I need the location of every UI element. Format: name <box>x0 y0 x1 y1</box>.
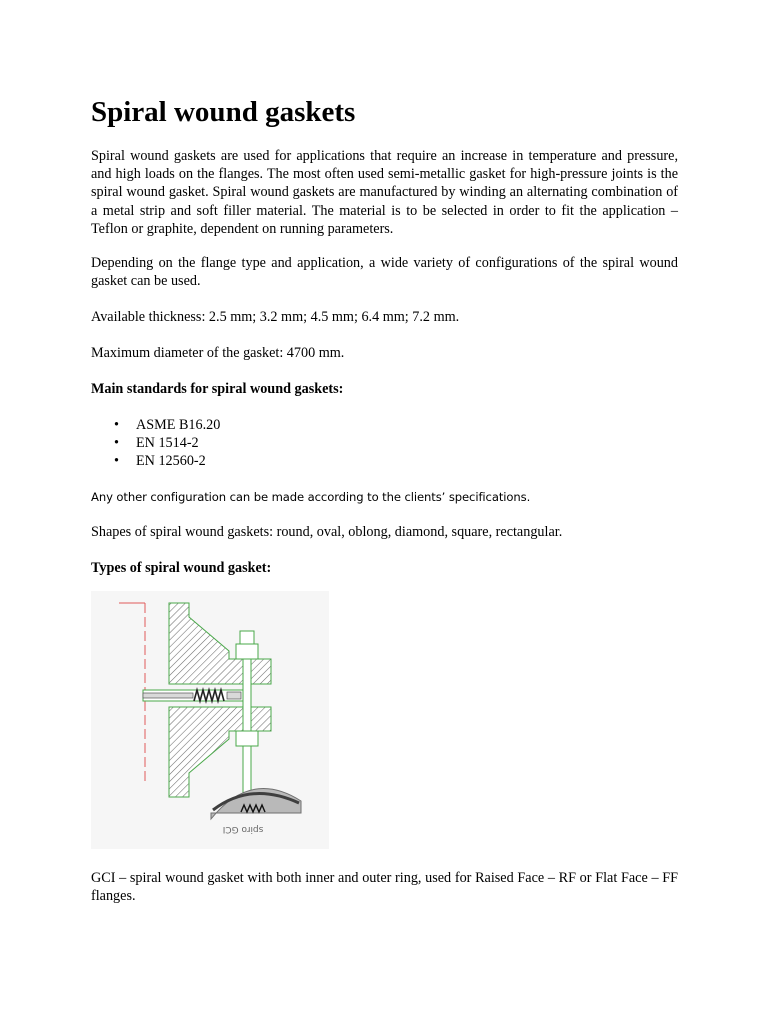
standards-list <box>91 416 220 471</box>
standards-list-item: • EN 12560-2 <box>91 452 220 470</box>
gci-paragraph <box>91 869 678 905</box>
intro-line: combination of a metal strip and soft filler material. The material is to be selected in order to fit <box>91 184 679 219</box>
outer-ring <box>227 692 241 699</box>
intro-line: the application – Teflon or graphite, dependent on running parameters. <box>91 202 678 237</box>
inner-ring <box>143 693 193 698</box>
standards-heading: Main standards for spiral wound gaskets: <box>91 381 344 397</box>
configurations-line: Depending on the flange type and application, a wide variety of configurations of the spiral wound <box>91 255 678 271</box>
intro-line: is the spiral wound gasket. Spiral wound gaskets are manufactured by winding an alternating <box>91 166 679 201</box>
other-configuration-text: Any other configuration can be made according to the clients’ specifications. <box>91 490 531 504</box>
upper-nut <box>236 644 258 659</box>
max-diameter-text: Maximum diameter of the gasket: 4700 mm. <box>91 345 345 361</box>
intro-line: Spiral wound gaskets are used for applications that require an increase in temperature and pressure, <box>91 148 678 164</box>
gasket-diagram <box>91 591 329 849</box>
gci-line: GCI – spiral wound gasket with both inner and outer ring, used for Raised Face – RF or Flat Face <box>91 870 648 886</box>
shapes-text: Shapes of spiral wound gaskets: round, oval, oblong, diamond, square, rectangular. <box>91 524 563 540</box>
configurations-line: gasket can be used. <box>91 273 201 290</box>
configurations-paragraph <box>91 254 678 290</box>
bolt-head <box>240 631 254 644</box>
lower-nut <box>236 731 258 746</box>
thickness-text: Available thickness: 2.5 mm; 3.2 mm; 4.5 mm; 6.4 mm; 7.2 mm. <box>91 309 460 325</box>
figure-caption: spiro GCI <box>222 824 264 834</box>
intro-paragraph <box>91 147 678 238</box>
types-heading: Types of spiral wound gasket: <box>91 560 272 576</box>
bolt-shank <box>243 639 251 803</box>
standards-list-item: • ASME B16.20 <box>91 416 220 434</box>
intro-line: and high loads on the flanges. The most often used semi-metallic gasket for high-pressure joints <box>91 166 644 183</box>
page-title: Spiral wound gaskets <box>91 96 356 128</box>
gci-line: – FF flanges. <box>91 870 679 905</box>
standards-list-item: • EN 1514-2 <box>91 434 220 452</box>
